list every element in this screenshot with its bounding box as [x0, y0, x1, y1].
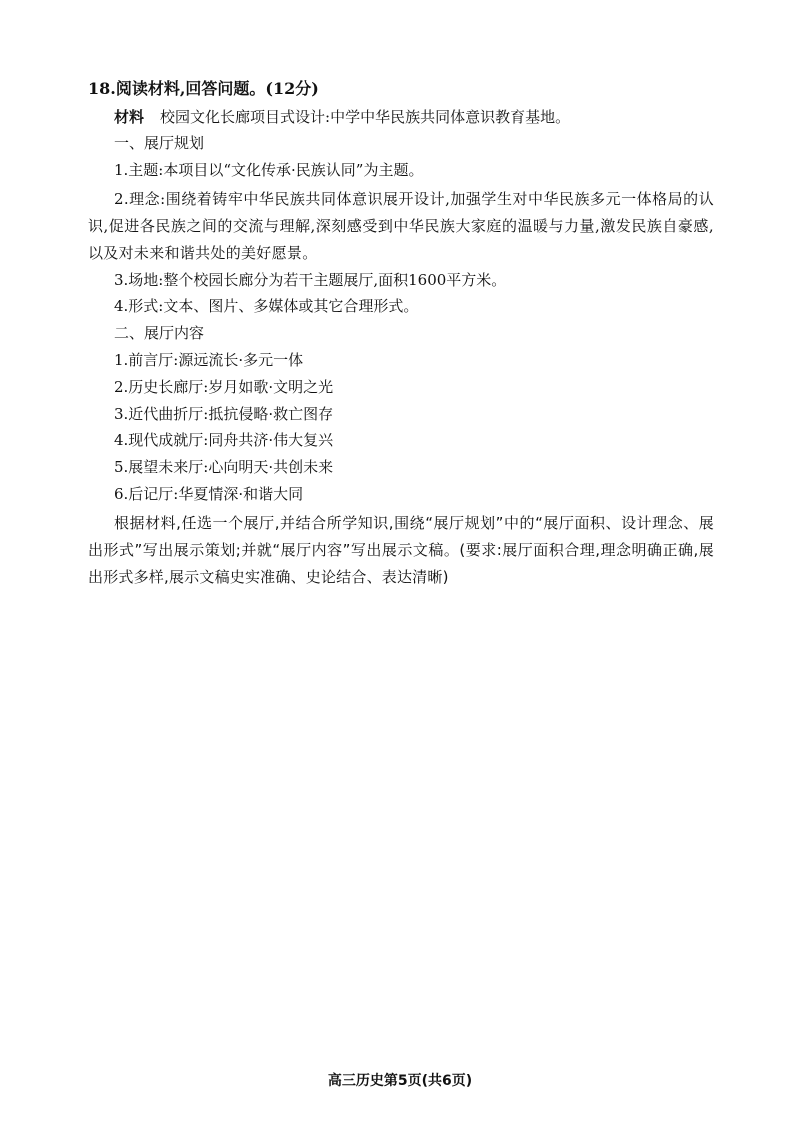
question-title: 18.阅读材料,回答问题。(12分)	[88, 79, 319, 98]
material-label: 材料	[114, 108, 145, 126]
planning-format: 4.形式:文本、图片、多媒体或其它合理形式。	[114, 297, 419, 316]
material-header	[88, 106, 714, 128]
section-heading-content: 二、展厅内容	[114, 324, 205, 343]
hall-item: 6.后记厅:华夏情深·和谐大同	[114, 484, 304, 503]
page-footer: 高三历史第5页(共6页)	[327, 1073, 473, 1089]
task-instructions: 根据材料,任选一个展厅,并结合所学知识,围绕“展厅规划”中的“展厅面积、设计理念、展出形式”写出展示策划;并就“展厅内容”写出展示文稿。(要求:展厅面积合理,理念明确正确,展出形式多样,展示文稿史实准确、史论结合、表达清晰)	[88, 513, 714, 586]
planning-theme: 1.主题:本项目以“文化传承·民族认同”为主题。	[114, 160, 424, 179]
planning-venue: 3.场地:整个校园长廊分为若干主题展厅,面积1600平方米。	[114, 270, 507, 289]
hall-item: 3.近代曲折厅:抵抗侵略·救亡图存	[114, 404, 334, 423]
planning-concept: 2.理念:围绕着铸牢中华民族共同体意识展开设计,加强学生对中华民族多元一体格局的认识,促进各民族之间的交流与理解,深刻感受到中华民族大家庭的温暖与力量,激发民族自豪感,以及对未来和谐共处的美好愿景。	[88, 189, 714, 262]
question-18	[88, 78, 714, 591]
hall-item: 2.历史长廊厅:岁月如歌·文明之光	[114, 377, 334, 396]
hall-item: 1.前言厅:源远流长·多元一体	[114, 350, 304, 369]
section-heading-planning: 一、展厅规划	[114, 134, 205, 152]
material-title: 校园文化长廊项目式设计:中学中华民族共同体意识教育基地。	[160, 108, 571, 126]
hall-item: 5.展望未来厅:心向明天·共创未来	[114, 458, 334, 477]
hall-item: 4.现代成就厅:同舟共济·伟大复兴	[114, 431, 334, 450]
